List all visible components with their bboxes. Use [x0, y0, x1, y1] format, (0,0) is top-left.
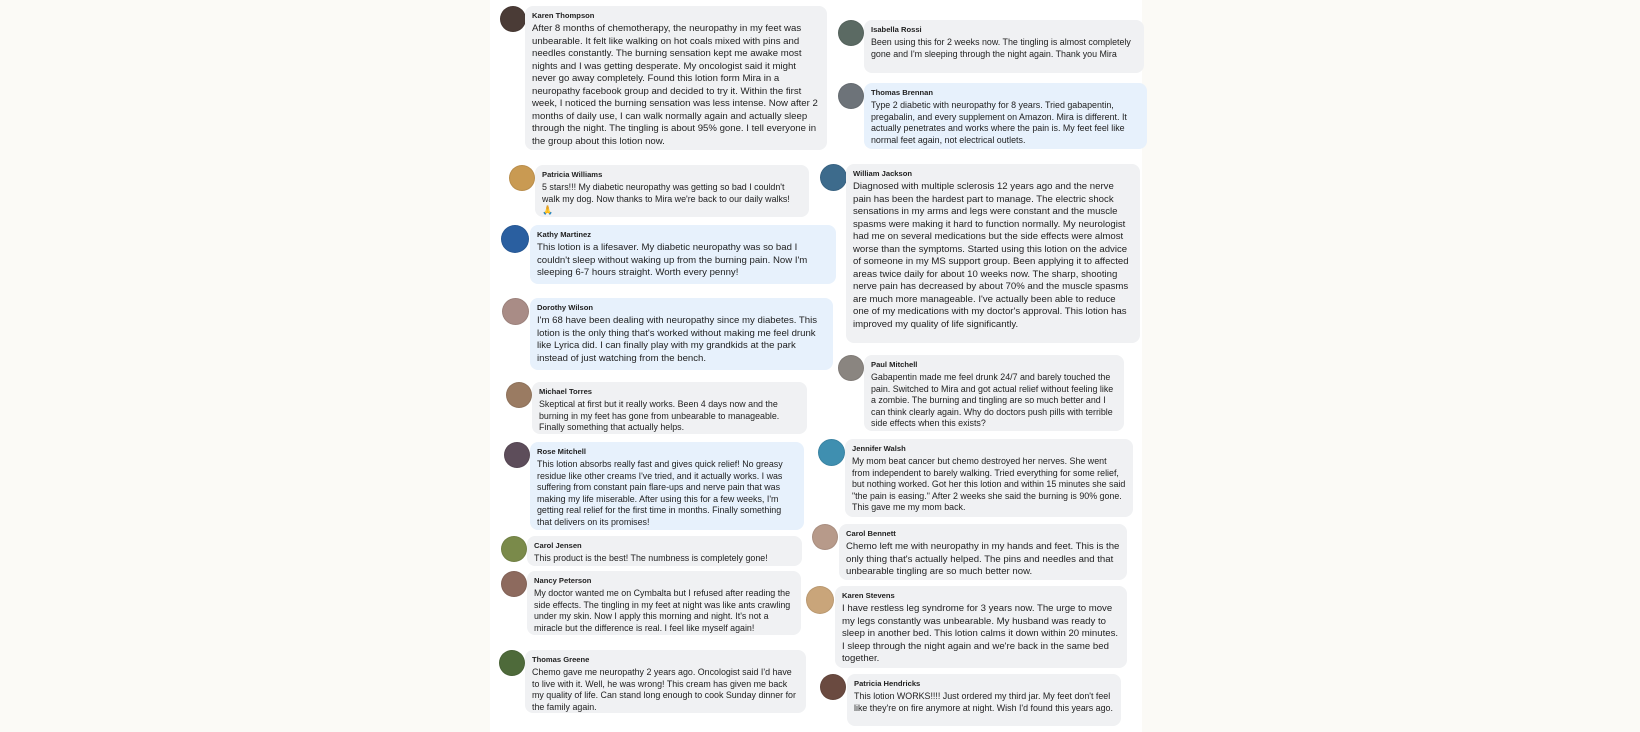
comment-text: Skeptical at first but it really works. Been 4 days now and the burning in my feet has gone from unbearable to manageable. Finally something that actually helps.	[539, 399, 780, 433]
commenter-name[interactable]: Patricia Williams	[542, 170, 603, 179]
comment-bubble	[530, 298, 833, 370]
comment-text: I'm 68 have been dealing with neuropathy since my diabetes. This lotion is the only thing that's worked without making me feel drunk like Lyrica did. I can finally play with my grandkids at the park instead of just watching from the bench.	[537, 315, 818, 364]
commenter-name[interactable]: Rose Mitchell	[537, 447, 586, 456]
comment-text: This product is the best! The numbness is completely gone!	[534, 553, 768, 563]
avatar	[838, 355, 864, 381]
commenter-name[interactable]: Michael Torres	[539, 387, 593, 396]
commenter-name[interactable]: Karen Thompson	[532, 11, 595, 20]
comment-text: My doctor wanted me on Cymbalta but I refused after reading the side effects. The tingling in my feet at night was like ants crawling under my skin. Now I apply this morning and night. It's not a miracle but the difference is real. I feel like myself again!	[534, 588, 791, 633]
comment-text: After 8 months of chemotherapy, the neuropathy in my feet was unbearable. It felt like walking on hot coals mixed with pins and needles constantly. The burning sensation kept me awake most nights and I was getting desperate. My oncologist said it might never go away completely. Found this lotion form Mira in a neuropathy facebook group and decided to try it. Within the first week, I noticed the burning sensation was less intense. Now after 2 months of daily use, I can walk normally again and actually sleep through the night. The tingling is about 95% gone. I tell everyone in the group about this lotion now.	[532, 23, 818, 147]
comment-bubble	[527, 571, 801, 635]
commenter-name[interactable]: William Jackson	[853, 169, 913, 178]
avatar	[499, 650, 525, 676]
comment-bubble	[530, 442, 804, 530]
comment-text: Gabapentin made me feel drunk 24/7 and barely touched the pain. Switched to Mira and got actual relief without feeling like a zombie. The burning and tingling are so much better and I can think clearly again. Why do doctors push pills with terrible side effects when this exists?	[871, 372, 1114, 429]
avatar	[818, 439, 845, 466]
commenter-name[interactable]: Carol Bennett	[846, 529, 896, 538]
comment-bubble	[525, 650, 806, 713]
avatar	[820, 164, 847, 191]
commenter-name[interactable]: Thomas Brennan	[871, 88, 934, 97]
comment-text: Chemo left me with neuropathy in my hands and feet. This is the only thing that's actually helped. The pins and needles and that unbearable tingling are so much better now.	[846, 541, 1120, 577]
commenter-name[interactable]: Paul Mitchell	[871, 360, 918, 369]
comment-bubble	[525, 6, 827, 150]
comment-text: 5 stars!!! My diabetic neuropathy was getting so bad I couldn't walk my dog. Now thanks to Mira we're back to our daily walks! 🙏	[542, 182, 790, 216]
comment-bubble	[527, 536, 802, 566]
commenter-name[interactable]: Carol Jensen	[534, 541, 582, 550]
comment-text: I have restless leg syndrome for 3 years now. The urge to move my legs constantly was unbearable. My husband was ready to sleep in another bed. This lotion calms it down within 20 minutes. I sleep through the night again and we're back in the same bed together.	[842, 603, 1119, 664]
commenter-name[interactable]: Karen Stevens	[842, 591, 895, 600]
avatar	[838, 20, 864, 46]
comment-bubble	[835, 586, 1127, 668]
avatar	[806, 586, 834, 614]
avatar	[812, 524, 838, 550]
comment-text: Been using this for 2 weeks now. The tingling is almost completely gone and I'm sleeping through the night again. Thank you Mira	[871, 37, 1131, 59]
comment-bubble	[864, 83, 1147, 149]
comment-text: This lotion is a lifesaver. My diabetic neuropathy was so bad I couldn't sleep without waking up from the burning pain. Now I'm sleeping 6-7 hours straight. Worth every penny!	[537, 242, 808, 278]
commenter-name[interactable]: Jennifer Walsh	[852, 444, 906, 453]
comment-text: This lotion WORKS!!!! Just ordered my third jar. My feet don't feel like they're on fire anymore at night. Wish I'd found this years ago.	[854, 691, 1113, 713]
commenter-name[interactable]: Patricia Hendricks	[854, 679, 921, 688]
comment-text: My mom beat cancer but chemo destroyed her nerves. She went from independent to barely walking. Tried everything for some relief, but nothing worked. Got her this lotion and within 15 minutes she said "the pain is easing." After 2 weeks she said the burning is 90% gone. This gave me my mom back.	[852, 456, 1126, 513]
comment-bubble	[864, 20, 1144, 73]
avatar	[501, 536, 527, 562]
comment-bubble	[839, 524, 1127, 580]
comment-bubble	[846, 164, 1140, 343]
comment-text: This lotion absorbs really fast and gives quick relief! No greasy residue like other creams I've tried, and it actually works. I was suffering from constant pain flare-ups and nerve pain that was making my life miserable. After using this for a few weeks, I'm getting real relief for the first time in months. Finally something that delivers on its promises!	[537, 459, 783, 527]
comment-bubble	[847, 674, 1121, 726]
avatar	[501, 225, 529, 253]
avatar	[501, 571, 527, 597]
comment-text: Chemo gave me neuropathy 2 years ago. Oncologist said I'd have to live with it. Well, he was wrong! This cream has given me back my quality of life. Can stand long enough to cook Sunday dinner for the family again.	[532, 667, 796, 712]
comment-bubble	[532, 382, 807, 434]
avatar	[506, 382, 532, 408]
avatar	[502, 298, 529, 325]
commenter-name[interactable]: Kathy Martinez	[537, 230, 592, 239]
comment-text: Type 2 diabetic with neuropathy for 8 years. Tried gabapentin, pregabalin, and every supplement on Amazon. Mira is different. It actually penetrates and works where the pain is. My feet feel like normal feet again, not electrical outlets.	[871, 100, 1127, 145]
avatar	[838, 83, 864, 109]
comment-bubble	[845, 439, 1133, 517]
avatar	[500, 6, 526, 32]
avatar	[820, 674, 846, 700]
comment-text: Diagnosed with multiple sclerosis 12 years ago and the nerve pain has been the hardest part to manage. The electric shock sensations in my arms and legs were constant and the muscle spasms were making it hard to function normally. My neurologist had me on several medications but the side effects were almost worse than the symptoms. Started using this lotion on the advice of someone in my MS support group. Been applying it to affected areas twice daily for about 10 weeks now. The sharp, shooting nerve pain has decreased by about 70% and the muscle spasms are much more manageable. I've actually been able to reduce one of my medications with my doctor's approval. This lotion has improved my quality of life significantly.	[853, 181, 1129, 330]
commenter-name[interactable]: Thomas Greene	[532, 655, 590, 664]
review-panel	[490, 0, 1142, 732]
avatar	[509, 165, 535, 191]
commenter-name[interactable]: Nancy Peterson	[534, 576, 592, 585]
commenter-name[interactable]: Dorothy Wilson	[537, 303, 594, 312]
commenter-name[interactable]: Isabella Rossi	[871, 25, 922, 34]
comment-bubble	[530, 225, 836, 284]
comment-bubble	[864, 355, 1124, 431]
comment-bubble	[535, 165, 809, 217]
avatar	[504, 442, 530, 468]
